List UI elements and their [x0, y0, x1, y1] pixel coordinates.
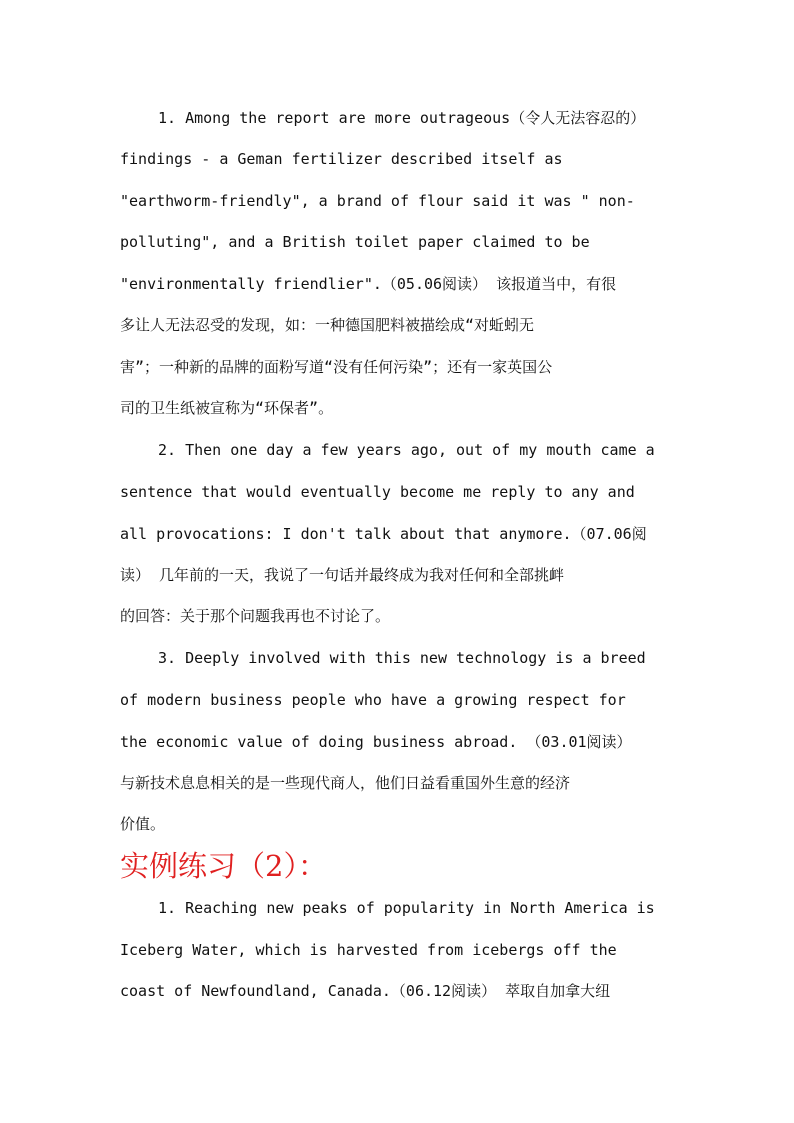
paragraph-line: Iceberg Water, which is harvested from icebergs off the — [120, 941, 617, 959]
paragraph-line: 的回答：关于那个问题我再也不讨论了。 — [120, 607, 391, 625]
paragraph-line: 2. Then one day a few years ago, out of my mouth came a — [158, 441, 655, 459]
paragraph-line: 多让人无法忍受的发现，如：一种德国肥料被描绘成“对蚯蚓无 — [120, 316, 535, 334]
paragraph-line: 与新技术息息相关的是一些现代商人，他们日益看重国外生意的经济 — [120, 774, 571, 792]
paragraph-line: the economic value of doing business abroad. （03.01阅读） — [120, 733, 632, 751]
paragraph-line: of modern business people who have a growing respect for — [120, 691, 626, 709]
section-heading: 实例练习（2）： — [120, 849, 327, 883]
paragraph-line: 害”；一种新的品牌的面粉写道“没有任何污染”；还有一家英国公 — [120, 358, 553, 376]
paragraph-line: "environmentally friendlier".（05.06阅读） 该报道当中，有很 — [120, 275, 617, 293]
paragraph-line: polluting", and a British toilet paper claimed to be — [120, 233, 590, 251]
paragraph-line: 3. Deeply involved with this new technology is a breed — [158, 649, 646, 667]
paragraph-line: 1. Reaching new peaks of popularity in North America is — [158, 899, 655, 917]
paragraph-line: 读） 几年前的一天，我说了一句话并最终成为我对任何和全部挑衅 — [120, 566, 565, 584]
paragraph-line: findings - a Geman fertilizer described itself as — [120, 150, 563, 168]
paragraph-line: "earthworm-friendly", a brand of flour said it was " non- — [120, 192, 635, 210]
paragraph-line: coast of Newfoundland, Canada.（06.12阅读） 萃取自加拿大纽 — [120, 982, 611, 1000]
paragraph-line: 司的卫生纸被宣称为“环保者”。 — [120, 399, 334, 417]
paragraph-line: 价值。 — [120, 815, 166, 833]
paragraph-line: 1. Among the report are more outrageous（令人无法容忍的） — [158, 109, 646, 127]
paragraph-line: sentence that would eventually become me reply to any and — [120, 483, 635, 501]
paragraph-line: all provocations: I don't talk about that anymore.（07.06阅 — [120, 525, 647, 543]
